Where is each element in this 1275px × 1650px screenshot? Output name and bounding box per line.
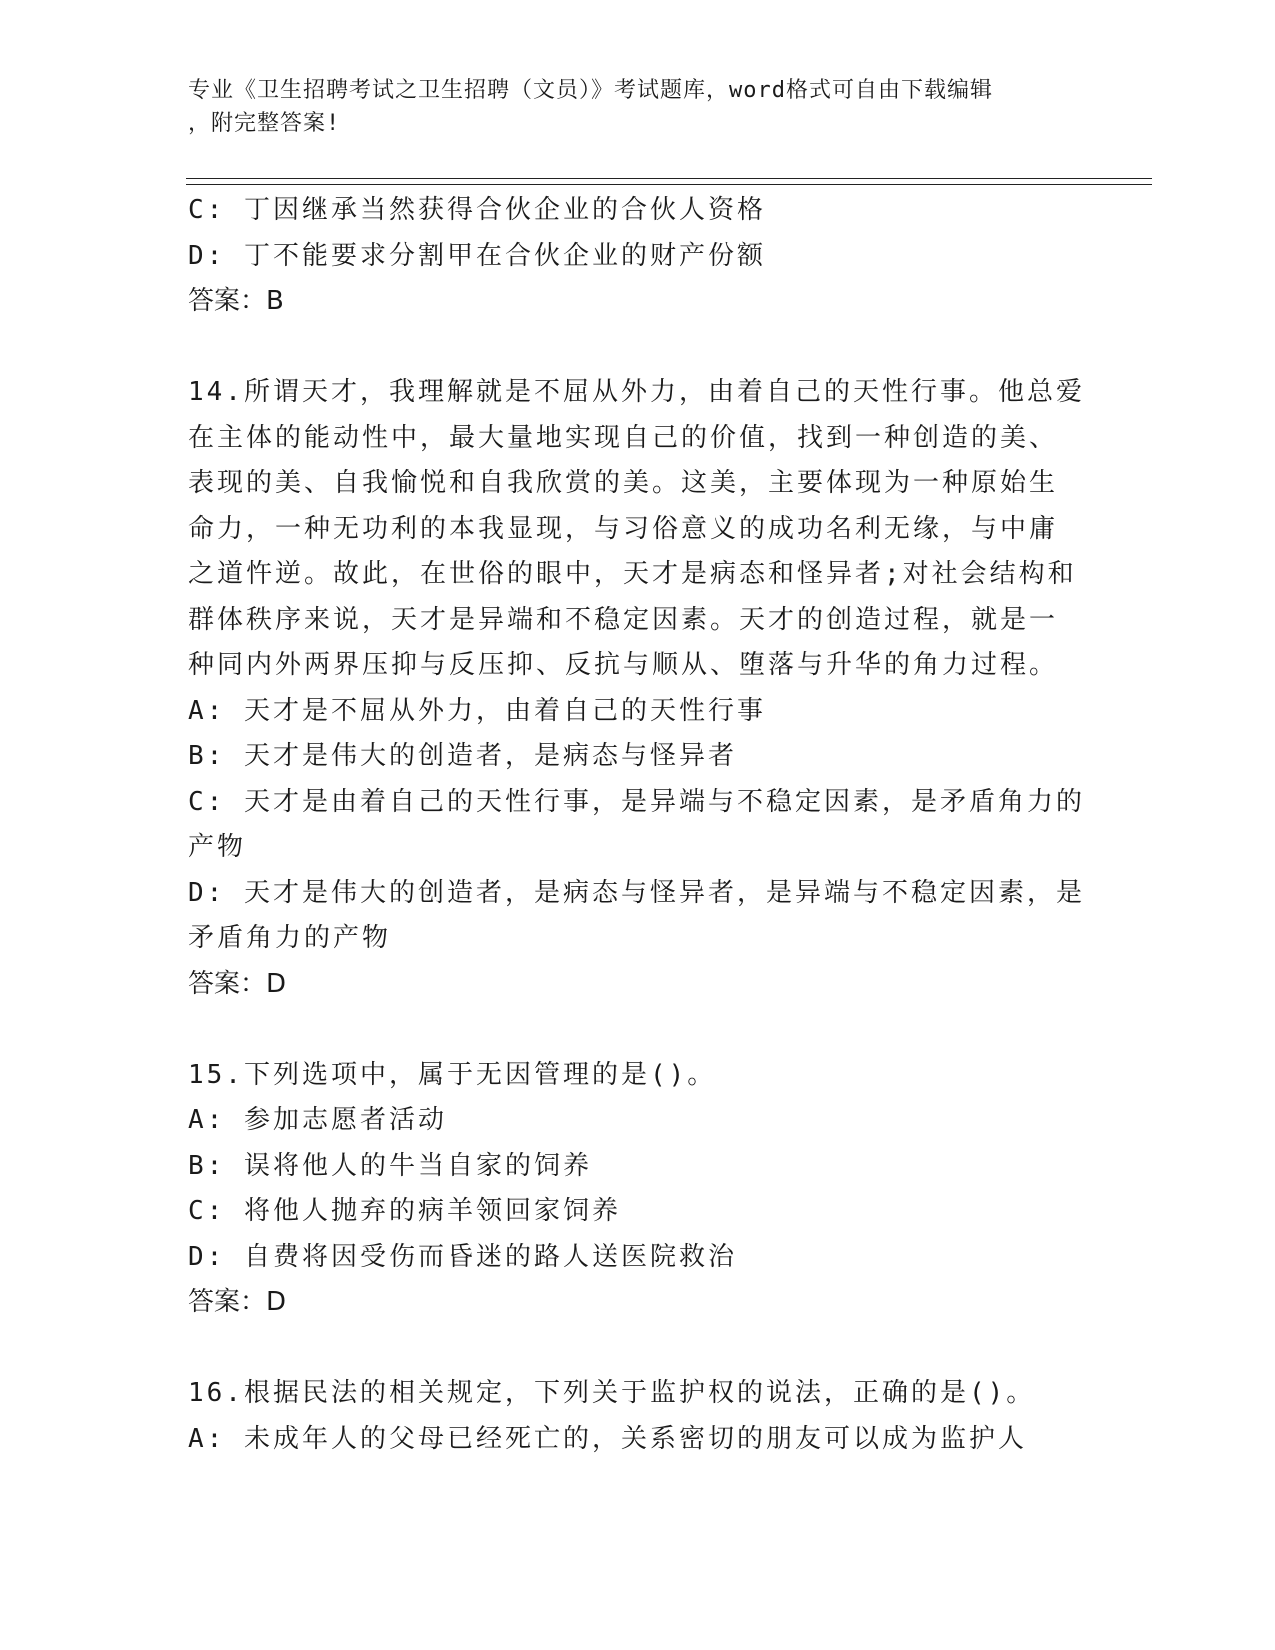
q14-stem-line: 表现的美、自我愉悦和自我欣赏的美。这美，主要体现为一种原始生	[188, 468, 1059, 498]
header-rule-top	[186, 178, 1152, 179]
q16-option-a: A: 未成年人的父母已经死亡的，关系密切的朋友可以成为监护人	[188, 1423, 1027, 1454]
q15-option-b: B: 误将他人的牛当自家的饲养	[188, 1150, 592, 1181]
q14-stem-line: 种同内外两界压抑与反压抑、反抗与顺从、堕落与升华的角力过程。	[188, 650, 1059, 680]
q14-stem-line: 之道忤逆。故此，在世俗的眼中，天才是病态和怪异者;对社会结构和	[188, 559, 1077, 589]
q14-option-b: B: 天才是伟大的创造者，是病态与怪异者	[188, 741, 737, 771]
header-line-2: ，附完整答案!	[188, 111, 341, 136]
page-header	[188, 74, 1068, 140]
spacer	[188, 1007, 1088, 1053]
question-16	[188, 1371, 1088, 1462]
header-line-1: 专业《卫生招聘考试之卫生招聘（文员）》考试题库，word格式可自由下载编辑	[188, 78, 993, 103]
q14-option-c: C: 天才是由着自己的天性行事，是异端与不稳定因素，是矛盾角力的	[188, 786, 1085, 817]
q14-stem-line: 命力，一种无功利的本我显现，与习俗意义的成功名利无缘，与中庸	[188, 513, 1059, 544]
q14-stem-line: 群体秩序来说，天才是异端和不稳定因素。天才的创造过程，就是一	[188, 604, 1059, 635]
q14-option-c-continued: 产物	[188, 832, 247, 862]
question-14	[188, 370, 1088, 1007]
spacer	[188, 1326, 1088, 1372]
q13-option-d: D: 丁不能要求分割甲在合伙企业的财产份额	[188, 240, 766, 271]
q14-option-a: A: 天才是不屈从外力，由着自己的天性行事	[188, 695, 766, 726]
question-15	[188, 1053, 1088, 1326]
q16-stem: 16.根据民法的相关规定，下列关于监护权的说法，正确的是()。	[188, 1378, 1036, 1408]
q15-option-a: A: 参加志愿者活动	[188, 1105, 447, 1135]
header-rule-bottom	[186, 184, 1152, 185]
q15-stem: 15.下列选项中，属于无因管理的是()。	[188, 1059, 717, 1090]
q15-option-d: D: 自费将因受伤而昏迷的路人送医院救治	[188, 1241, 737, 1272]
q15-answer: 答案：D	[188, 1287, 287, 1317]
q13-option-c: C: 丁因继承当然获得合伙企业的合伙人资格	[188, 195, 766, 225]
q13-answer: 答案：B	[188, 286, 284, 316]
question-13	[188, 188, 1088, 325]
q15-option-c: C: 将他人抛弃的病羊领回家饲养	[188, 1196, 621, 1226]
q14-stem-line: 14.所谓天才，我理解就是不屈从外力，由着自己的天性行事。他总爱	[188, 377, 1085, 407]
spacer	[188, 325, 1088, 371]
q14-option-d: D: 天才是伟大的创造者，是病态与怪异者，是异端与不稳定因素，是	[188, 877, 1085, 908]
q14-option-d-continued: 矛盾角力的产物	[188, 923, 392, 953]
question-content	[188, 188, 1088, 1462]
q14-answer: 答案：D	[188, 968, 287, 999]
q14-stem-line: 在主体的能动性中，最大量地实现自己的价值，找到一种创造的美、	[188, 422, 1059, 453]
